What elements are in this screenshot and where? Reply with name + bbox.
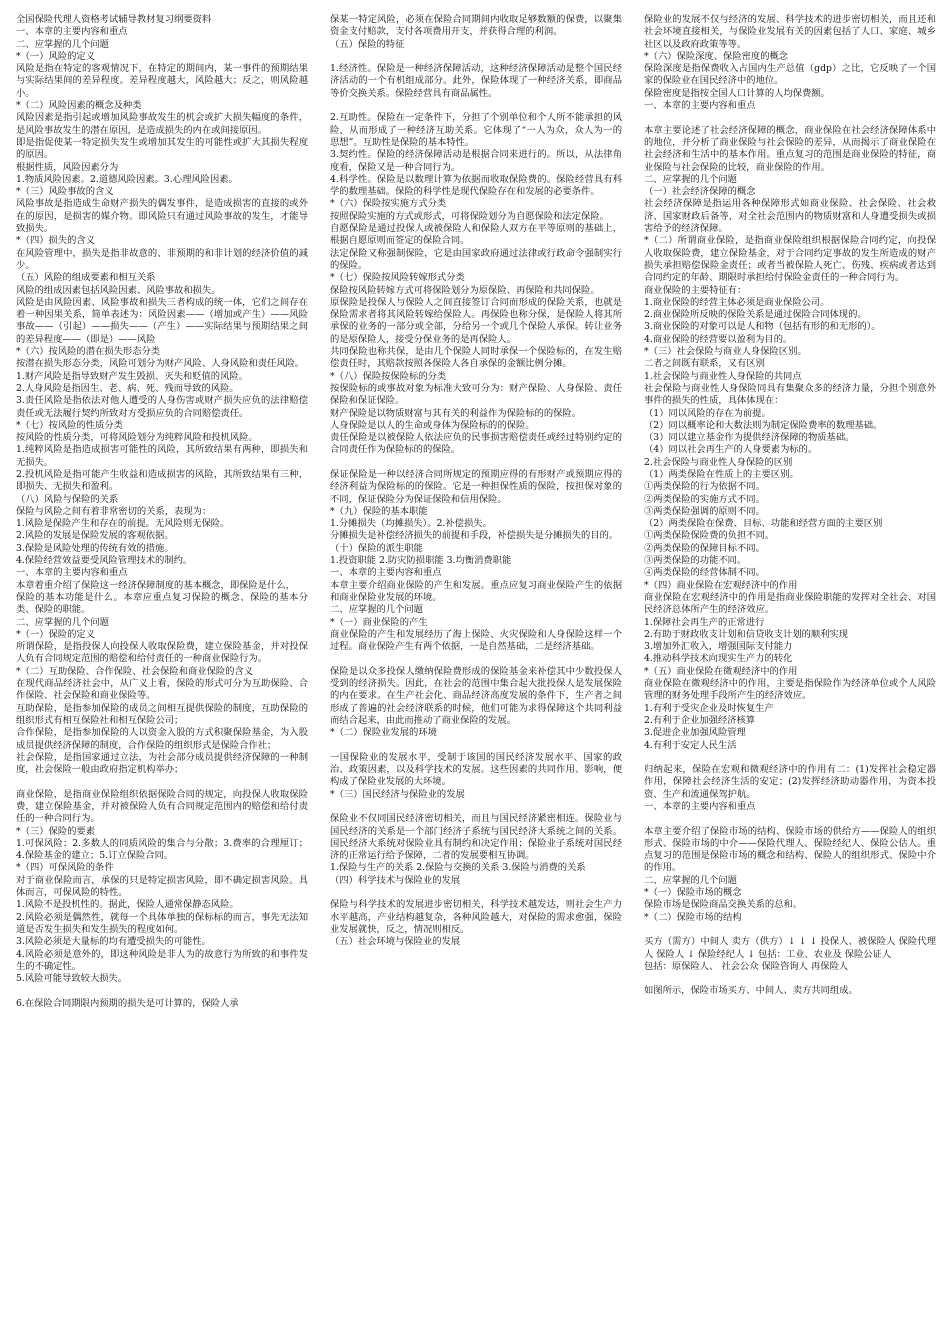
- text-column-left: [16, 14, 308, 1332]
- paragraph: *（一）风险的定义: [16, 50, 96, 62]
- paragraph: （2）两类保险在保费、目标、功能和经营方面的主要区别: [644, 518, 883, 530]
- paragraph: 合作保险，是指参加保险的人以资金入股的方式积聚保险基金，为入股成员提供经济保障的制度，合作保险的组织形式是保险合作社；: [16, 727, 308, 751]
- paragraph: 风险事故是指造成生命财产损失的偶发事件，是造成损害的直接的或外在的原因，是损害的媒介物。即风险只有通过风险事故的发生，才能导致损失。: [16, 198, 308, 235]
- paragraph: *（一）保险的定义: [16, 628, 96, 640]
- blank-line: [644, 924, 936, 936]
- paragraph: （4）同以社会再生产的人身要素为标的。: [644, 444, 818, 456]
- paragraph: ③两类保险强调的原则不同。: [644, 505, 765, 517]
- paragraph: *（三）社会保险与商业人身保险区别。: [644, 346, 807, 358]
- paragraph: *（三）国民经济与保险业的发展: [330, 788, 465, 800]
- paragraph: 根据性质，风险因素分为: [16, 161, 119, 173]
- paragraph: （四）科学技术与保险业的发展: [330, 874, 461, 886]
- paragraph: 1.纯粹风险是指造成损害可能性的风险，其所致结果有两种，即损失和无损失。: [16, 444, 308, 468]
- paragraph: （五）社会环境与保险业的发展: [330, 936, 461, 948]
- paragraph: *（六）保险深度、保险密度的概念: [644, 50, 789, 62]
- paragraph: 二、应掌握的几个问题: [16, 38, 109, 50]
- paragraph: 买方（需方）中间人 卖方（供方）↓ ↓ ↓ 投保人、被保险人 保险代理人 保险人 ↓ 保险经纪人 ↓ 包括：工业、农业及 保险公证人: [644, 936, 936, 960]
- blank-line: [16, 776, 308, 788]
- paragraph: 一、本章的主要内容和重点: [16, 567, 128, 579]
- paragraph: 二、应掌握的几个问题: [644, 874, 737, 886]
- paragraph: 法定保险又称强制保险，它是由国家政府通过法律或行政命令强制实行的保险。: [330, 247, 622, 271]
- paragraph: *（七）保险按风险转嫁形式分类: [330, 272, 465, 284]
- paragraph: （3）同以建立基金作为提供经济保障的物质基础。: [644, 432, 855, 444]
- paragraph: 按照保险实施的方式或形式，可将保险划分为自愿保险和法定保险。: [330, 210, 609, 222]
- paragraph: 1.风险不是投机性的。据此，保险人通常保静态风险。: [16, 899, 239, 911]
- paragraph: 一、本章的主要内容和重点: [644, 100, 756, 112]
- paragraph: 4.风险必须是意外的，即这种风险是非人为的故意行为所致的和事件发生的不确定性。: [16, 948, 308, 972]
- paragraph: 二、应掌握的几个问题: [330, 604, 423, 616]
- paragraph: 3.风险必须是大量标的均有遭受损失的可能性。: [16, 936, 211, 948]
- text-column-right: [644, 14, 936, 1332]
- paragraph: 1.分摊损失（均摊损失）。2.补偿损失。: [330, 518, 492, 530]
- paragraph: （五）风险的组成要素和相互关系: [16, 272, 156, 284]
- paragraph: 本章主要介绍商业保险的产生和发展。重点应复习商业保险产生的依据和商业保险业发展的环境。: [330, 579, 622, 603]
- paragraph: （五）保险的特征: [330, 38, 405, 50]
- paragraph: 二、应掌握的几个问题: [16, 616, 109, 628]
- text-column-middle: [330, 14, 622, 1332]
- paragraph: 本章主要介绍了保险市场的结构、保险市场的供给方——保险人的组织形式、保险市场的中介——保险代理人、保险经纪人、保险公估人。重点复习的范围是保险市场的概念和结构、保险人的组织形式、保险中介的作用。: [644, 825, 936, 874]
- paragraph: 所谓保险，是指投保人向投保人收取保险费，建立保险基金，并对投保人负有合同规定范围的赔偿和给付责任的一种商业保险行为。: [16, 641, 308, 665]
- paragraph: *（二）所谓商业保险，是指商业保险组织根据保险合同约定，向投保人收取保险费，建立保险基金，对于合同约定事故的发生所造成的财产损失承担赔偿保险金责任；或者当被保险人死亡、伤残、疾病或者达到合同约定的年龄、期限时承担给付保险金责任的一种合同行为。: [644, 235, 936, 284]
- paragraph: （2）同以概率论和大数法则为制定保险费率的数理基础。: [644, 419, 883, 431]
- paragraph: 本章主要论述了社会经济保障的概念，商业保险在社会经济保障体系中的地位，并分析了商业保险与社会保险的差异，从而揭示了商业保险在社会经济和生活中的基本作用。重点复习的范围是商业保险的特征，商业保险与社会保险的比较，商业保险的作用。: [644, 124, 936, 173]
- paragraph: *（四）可保风险的条件: [16, 862, 114, 874]
- blank-line: [330, 801, 622, 813]
- paragraph: 归纳起来，保险在宏观和微观经济中的作用有二：(1)发挥社会稳定器作用，保障社会经济生活的安定；(2)发挥经济助动器作用，为资本投资、生产和流通保驾护航。: [644, 764, 936, 800]
- paragraph: 1.有利于受灾企业及时恢复生产: [644, 702, 774, 714]
- paragraph: *（九）保险的基本职能: [330, 505, 428, 517]
- paragraph: 共同保险也称共保，是由几个保险人同时承保一个保险标的，在发生赔偿责任时，其赔款按照各保险人各自承保的金额比例分摊。: [330, 346, 622, 370]
- paragraph: 5.风险可能导致较大损失。: [16, 973, 128, 985]
- paragraph: 按保险标的或事故对象为标准大致可分为：财产保险、人身保险、责任保险和保证保险。: [330, 382, 622, 407]
- paragraph: 财产保险是以物质财富与其有关的利益作为保险标的的保险。: [330, 407, 582, 419]
- paragraph: 1.社会保险与商业性人身保险的共同点: [644, 370, 802, 382]
- paragraph: 原保险是投保人与保险人之间直接签订合同而形成的保险关系，也就是保险需求者将其风险转嫁给保险人。再保险也称分保，是保险人将其所承保的业务的一部分或全部，分给另一个或几个保险人承保。转让业务的是原保险人，接受分保业务的是再保险人。: [330, 296, 622, 345]
- paragraph: （1）两类保险在性质上的主要区别。: [644, 468, 799, 480]
- paragraph: 保险的基本功能是什么。本章应重点复习保险的概念、保险的基本分类、保险的职能。: [16, 591, 308, 616]
- paragraph: 4.科学性。保险是以数理计算为依据而收取保险费的。保险经营具有科学的数理基础。保险的科学性是现代保险存在和发展的必要条件。: [330, 173, 622, 198]
- blank-line: [330, 457, 622, 469]
- paragraph: 在风险管理中，损失是指非故意的、非预期的和非计划的经济价值的减少。: [16, 247, 308, 271]
- paragraph: *（七）按风险的性质分类: [16, 419, 123, 431]
- paragraph: 二者之间既有联系，又有区别: [644, 358, 765, 370]
- paragraph: 风险是由风险因素、风险事故和损失三者构成的统一体，它们之间存在着一种因果关系，简单表述为：风险因素——（增加或产生）——风险事故——（引起）——损失——（产生）——实际结果与预期结果之间的差异程度——（即是）——风险: [16, 296, 308, 345]
- paragraph: 对于商业保险而言，承保的只是特定损害风险，即不确定损害风险。具体而言，可保风险的特性。: [16, 874, 308, 899]
- paragraph: 社会经济保障是指运用各种保障形式如商业保险、社会保险、社会救济、国家财政后备等，对全社会范围内的物质财富和人身遭受损失或损害给予的经济保障。: [644, 198, 936, 235]
- blank-line: [330, 51, 622, 63]
- paragraph: *（六）保险按实施方式分类: [330, 198, 447, 210]
- paragraph: 商业保险的产生和发展经历了海上保险、火灾保险和人身保险这样一个过程。商业保险产生有两个依据，一是自然基础，二是经济基础。: [330, 628, 622, 653]
- paragraph: 3.责任风险是指依法对他人遭受的人身伤害或财产损失应负的法律赔偿责任或无法履行契约所致对方受损应负的合同赔偿责任。: [16, 395, 308, 419]
- paragraph: 2.商业保险所反映的保险关系是通过保险合同体现的。: [644, 309, 867, 321]
- blank-line: [330, 100, 622, 112]
- paragraph: 3.增加外汇收入，增强国际支付能力: [644, 641, 793, 653]
- paragraph: 商业保险在微观经济中的作用，主要是指保险作为经济单位或个人风险管理的财务处理手段所产生的经济效应。: [644, 678, 936, 702]
- paragraph: 2.社会保险与商业性人身保险的区别: [644, 456, 793, 468]
- paragraph: 全国保险代理人资格考试辅导教材复习纲要资料: [16, 14, 212, 25]
- paragraph: *（六）按风险的潜在损失形态分类: [16, 346, 161, 358]
- blank-line: [644, 752, 936, 764]
- paragraph: 4.保险经营效益要受风险管理技术的制约。: [16, 555, 193, 567]
- paragraph: 保险与风险之间有着非常密切的关系，表现为：: [16, 505, 212, 517]
- paragraph: 2.人身风险是指因生、老、病、死、残而导致的风险。: [16, 382, 239, 394]
- paragraph: ①两类保险保险费的负担不同。: [644, 530, 775, 542]
- paragraph: （十）保险的派生职能: [330, 542, 423, 554]
- paragraph: *（四）商业保险在宏观经济中的作用: [644, 579, 798, 591]
- blank-line: [644, 112, 936, 124]
- paragraph: 风险的组成因素包括风险因素、风险事故和损失。: [16, 284, 221, 296]
- paragraph: ③两类保险的功能不同。: [644, 555, 747, 567]
- paragraph: 风险因素是指引起或增加风险事故发生的机会或扩大损失幅度的条件，是风险事故发生的潜在原因，是造成损失的内在或间接原因。: [16, 112, 308, 136]
- paragraph: （八）风险与保险的关系: [16, 493, 119, 505]
- paragraph: 一、本章的主要内容和重点: [16, 26, 128, 38]
- paragraph: 一国保险业的发展水平，受制于该国的国民经济发展水平、国家的政治、政策因素，以及科学技术的发展。这些因素的共同作用、影响，便构成了保险业发展的大环境。: [330, 751, 622, 788]
- paragraph: 2.风险的发展是保险发展的客观依据。: [16, 530, 174, 542]
- paragraph: *（二）互助保险、合作保险、社会保险和商业保险的含义: [16, 665, 254, 677]
- paragraph: 6.在保险合同期限内预期的损失是可计算的，保险人承: [16, 997, 239, 1009]
- paragraph: *（二）保险业发展的环境: [330, 727, 437, 739]
- paragraph: （一）社会经济保障的概念: [644, 186, 756, 198]
- paragraph: 保某一特定风险，必须在保险合同期间内收取足够数额的保费，以聚集资金支付赔款，支付各项费用开支，并获得合理的利润。: [330, 14, 622, 38]
- paragraph: 商业保险，是指商业保险组织依据保险合同的规定，向投保人收取保险费，建立保险基金，并对被保险人负有合同规定范围内的赔偿和给付责任的一种合同行为。: [16, 788, 308, 825]
- paragraph: *（三）保险的要素: [16, 825, 96, 837]
- document-page: [16, 14, 936, 1332]
- paragraph: *（四）损失的含义: [16, 235, 96, 247]
- paragraph: *（八）保险按保险标的分类: [330, 370, 447, 382]
- blank-line: [644, 973, 936, 985]
- paragraph: 保险是以众多投保人缴纳保险费形成的保险基金来补偿其中少数投保人受到的经济损失。因此，在社会的范围中集合起大批投保人是发展保险的内在要求。在生产社会化、商品经济高度发展的条件下，生产者之间形成了普遍的社会经济联系的时候，他们可能为求得保障这个共同利益而结合起来，由此而推动了商业保险的发展。: [330, 665, 622, 726]
- paragraph: *（二）风险因素的概念及种类: [16, 100, 142, 112]
- paragraph: 社会保险与商业性人身保险同具有集聚众多的经济力量，分担个别意外事件的损失的性质，具体体现在：: [644, 382, 936, 407]
- paragraph: 按潜在损失形态分类，风险可划分为财产风险、人身风险和责任风险。: [16, 358, 305, 370]
- blank-line: [330, 887, 622, 899]
- paragraph: 商业保险的主要特征有：: [644, 284, 747, 296]
- paragraph: 3.促进企业加强风险管理: [644, 727, 746, 739]
- blank-line: [644, 813, 936, 825]
- paragraph: 4.有利于安定人民生活: [644, 739, 737, 751]
- paragraph: *（三）风险事故的含义: [16, 186, 114, 198]
- paragraph: 2.有利于企业加强经济核算: [644, 714, 756, 726]
- paragraph: 3.保险是风险处理的传统有效的措施。: [16, 542, 174, 554]
- paragraph: ④两类保险的经营体制不同。: [644, 567, 765, 579]
- paragraph: 2.风险必须是偶然性，就每一个具体单独的保标标的而言，事先无法知道是否发生损失和发生损失的程度如何。: [16, 911, 308, 935]
- paragraph: 风险是指在特定的客观情况下，在特定的期间内，某一事件的预期结果与实际结果间的差异程度。差异程度越大，风险越大；反之，则风险越小。: [16, 63, 308, 99]
- paragraph: 即是指促使某一特定损失发生或增加其发生的可能性或扩大其损失程度的原因。: [16, 136, 308, 161]
- paragraph: 本章着重介绍了保险这一经济保障制度的基本概念，即保险是什么，: [16, 579, 295, 591]
- paragraph: 互助保险，是指参加保险的成员之间相互提供保险的制度，互助保险的组织形式有相互保险社和相互保险公司；: [16, 702, 308, 726]
- paragraph: 包括：原保险人、 社会公众 保险咨询人 再保险人: [644, 960, 849, 972]
- paragraph: 分摊损失是补偿经济损失的前提和手段，补偿损失是分摊损失的目的。: [330, 530, 619, 542]
- paragraph: 人身保险是以人的生命或身体为保险标的的保险。: [330, 419, 535, 431]
- paragraph: ①两类保险的行为依据不同。: [644, 481, 765, 493]
- paragraph: 保险业的发展不仅与经济的发展、科学技术的进步密切相关，而且还和社会环境直接相关，与保险业发展有关的因素包括了人口、家庭、城乡社区以及政府政策等等。: [644, 14, 936, 50]
- paragraph: 按风险的性质分类，可将风险划分为纯粹风险和投机风险。: [16, 432, 258, 444]
- paragraph: 保险与科学技术的发展进步密切相关，科学技术越发达，则社会生产力水平越高，产业结构越复杂，各种风险越大，对保险的需求愈强，保险业发展就快，反之，情况则相反。: [330, 899, 622, 935]
- paragraph: 一、本章的主要内容和重点: [330, 567, 442, 579]
- paragraph: 1.经济性。保险是一种经济保障活动，这种经济保障活动是整个国民经济活动的一个有机组成部分。此外，保险体现了一种经济关系，即商品等价交换关系。保险经营具有商品属性。: [330, 63, 622, 99]
- paragraph: 责任保险是以被保险人依法应负的民事损害赔偿责任或经过特别约定的合同责任作为保险标的的保险。: [330, 432, 622, 456]
- paragraph: 2.投机风险是指可能产生收益和造成损害的风险，其所致结果有三种，即损失、无损失和盈利。: [16, 468, 308, 493]
- paragraph: 保险深度是指保费收入占国内生产总值（gdp）之比，它反映了一个国家的保险业在国民经济中的地位。: [644, 63, 936, 87]
- paragraph: 保证保险是一种以经济合同所规定的预期应得的有形财产或预期应得的经济利益为保险标的的保险。它是一种担保性质的保险，按担保对象的不同，保证保险分为保证保险和信用保险。: [330, 468, 622, 505]
- paragraph: *（一）保险市场的概念: [644, 887, 742, 899]
- paragraph: 1.可保风险；2.多数人的同质风险的集合与分散；3.费率的合理厘订；4.保险基金的建立；5.订立保险合同。: [16, 837, 308, 862]
- paragraph: 1.物质风险因素。2.道德风险因素。3.心理风险因素。: [16, 173, 238, 185]
- paragraph: 1.保障社会再生产的正常进行: [644, 616, 765, 628]
- blank-line: [330, 653, 622, 665]
- paragraph: 1.商业保险的经营主体必须是商业保险公司。: [644, 296, 830, 308]
- paragraph: 1.保险与生产的关系 2.保险与交换的关系 3.保险与消费的关系: [330, 862, 586, 874]
- paragraph: ②两类保险的实施方式不同。: [644, 493, 765, 505]
- paragraph: 2.互助性。保险在一定条件下，分担了个别单位和个人所不能承担的风险，从而形成了一种经济互助关系。它体现了“一人为众，众人为一的思想”。互助性是保险的基本特性。: [330, 112, 622, 148]
- paragraph: *（二）保险市场的结构: [644, 911, 742, 923]
- paragraph: 1.财产风险是指导致财产发生毁损、灭失和贬值的风险。: [16, 370, 248, 382]
- paragraph: （1）同以风险的存在为前提。: [644, 407, 771, 419]
- paragraph: 1.投资职能 2.防灾防损职能 3.均衡消费职能: [330, 555, 512, 567]
- blank-line: [330, 740, 622, 752]
- paragraph: 在现代商品经济社会中，从广义上看，保险的形式可分为互助保险、合作保险、社会保险和商业保险等。: [16, 678, 308, 702]
- paragraph: 二、应掌握的几个问题: [644, 173, 737, 185]
- paragraph: 一、本章的主要内容和重点: [644, 801, 756, 812]
- paragraph: 保险密度是指按全国人口计算的人均保费额。: [644, 87, 830, 99]
- paragraph: 3.商业保险的对象可以是人和物（包括有形的和无形的）。: [644, 321, 881, 333]
- paragraph: 2.有助于财政收支计划和信贷收支计划的顺利实现: [644, 628, 849, 640]
- paragraph: 社会保险，是指国家通过立法，为社会部分成员提供经济保障的一种制度，社会保险一般由政府指定机构举办；: [16, 751, 308, 776]
- paragraph: *（一）商业保险的产生: [330, 616, 428, 628]
- paragraph: *（五）商业保险在微观经济中的作用: [644, 665, 798, 677]
- paragraph: 3.契约性。保险的经济保障活动是根据合同来进行的。所以，从法律角度看，保险又是一种合同行为。: [330, 149, 622, 173]
- paragraph: 保险市场是保险商品交换关系的总和。: [644, 899, 803, 911]
- paragraph: 保险按风险转嫁方式可将保险划分为原保险、再保险和共同保险。: [330, 284, 600, 296]
- paragraph: 4.商业保险的经营要以盈利为目的。: [644, 333, 793, 345]
- paragraph: 1.风险是保险产生和存在的前提。无风险则无保险。: [16, 518, 230, 530]
- paragraph: 4.推动科学技术向现实生产力的转化: [644, 653, 793, 665]
- paragraph: 如图所示，保险市场买方、中间人、卖方共同组成。: [644, 985, 858, 997]
- paragraph: 保险业不仅同国民经济密切相关，而且与国民经济紧密相连。保险业与国民经济的关系是一个部门经济子系统与国民经济大系统之间的关系。国民经济大系统对保险业具有制约和决定作用；保险业子系统对国民经济的正常运行给予保障，二者的发展要相互协调。: [330, 813, 622, 862]
- paragraph: ②两类保险的保障目标不同。: [644, 542, 765, 554]
- paragraph: 自愿保险是通过投保人或被保险人和保险人双方在平等原则的基础上，根据自愿原则而签定的保险合同。: [330, 223, 622, 247]
- paragraph: 商业保险在宏观经济中的作用是指商业保险职能的发挥对全社会、对国民经济总体所产生的经济效应。: [644, 591, 936, 616]
- blank-line: [16, 985, 308, 997]
